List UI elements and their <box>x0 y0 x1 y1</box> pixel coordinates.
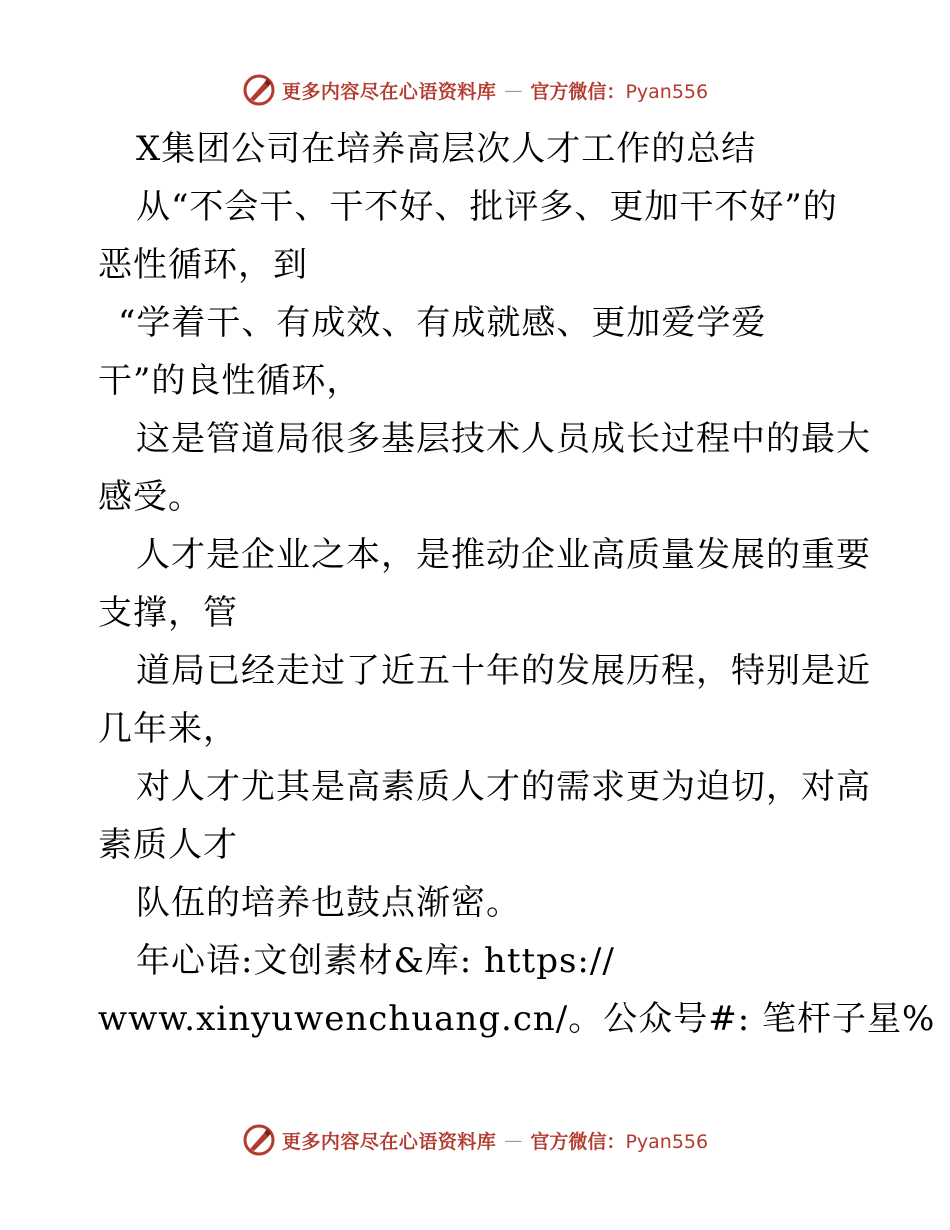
paragraph-line: 对人才尤其是高素质人才的需求更为迫切，对高 <box>136 767 871 807</box>
banner-wechat <box>530 1127 708 1154</box>
paragraph-line: www.xinyuwenchuang.cn/。公众号#: 笔杆子星% <box>98 999 936 1039</box>
document-title: X集团公司在培养高层次人才工作的总结 <box>136 129 757 169</box>
banner-wechat-label: 官方微信： <box>530 80 626 103</box>
banner-wechat-id: Pyan556 <box>625 1130 709 1153</box>
header-banner <box>0 70 950 110</box>
paragraph-line: “学着干、有成效、有成就感、更加爱学爱 <box>118 303 767 343</box>
banner-main-text: 更多内容尽在心语资料库 <box>281 1130 497 1153</box>
banner-separator: — <box>504 79 523 101</box>
paragraph-line: 干”的良性循环， <box>98 361 362 401</box>
pen-logo-icon <box>242 1123 276 1157</box>
pen-logo-icon <box>242 73 276 107</box>
paragraph-line: 这是管道局很多基层技术人员成长过程中的最大 <box>136 419 871 459</box>
banner-main-text: 更多内容尽在心语资料库 <box>281 80 497 103</box>
paragraph-line: 队伍的培养也鼓点渐密。 <box>136 883 521 923</box>
paragraph-line: 年心语:文创素材&库: https:// <box>136 941 615 981</box>
banner-wechat-label: 官方微信： <box>530 1130 626 1153</box>
paragraph-line: 支撑，管 <box>98 593 238 633</box>
paragraph-line: 道局已经走过了近五十年的发展历程，特别是近 <box>136 651 871 691</box>
paragraph-line: 素质人才 <box>98 825 238 865</box>
paragraph-line: 人才是企业之本，是推动企业高质量发展的重要 <box>136 535 871 575</box>
paragraph-line: 感受。 <box>98 477 203 517</box>
paragraph-line: 从“不会干、干不好、批评多、更加干不好”的 <box>136 187 838 227</box>
banner-separator: — <box>504 1129 523 1151</box>
paragraph-line: 几年来， <box>98 709 238 749</box>
paragraph-line: 恶性循环，到 <box>98 245 308 285</box>
document-body <box>98 120 936 1048</box>
banner-wechat-id: Pyan556 <box>625 80 709 103</box>
footer-banner <box>0 1120 950 1160</box>
banner-wechat <box>530 77 708 104</box>
